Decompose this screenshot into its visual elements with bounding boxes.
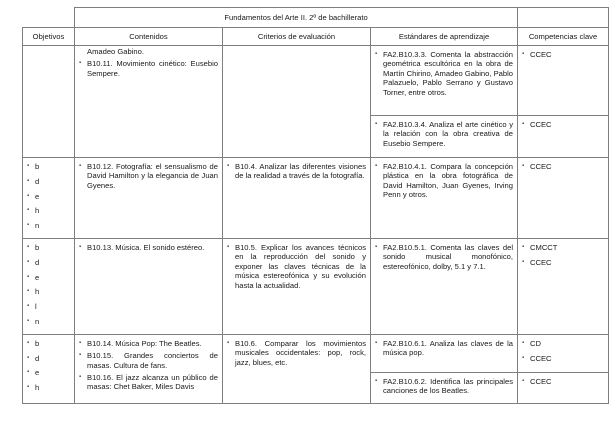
competencia-item: ▪ CCEC (522, 377, 604, 386)
objetivo-item: ▪ n (27, 317, 70, 326)
objetivos-cell (23, 334, 75, 403)
objetivo-item: ▪ l (27, 302, 70, 311)
competencias-cell (518, 158, 609, 239)
curriculum-table (22, 7, 609, 404)
estandar-item: ▪ FA2.B10.4.1. Compara la concepción plástica en la obra fotográfica de David Hamilton, Juan Gyenes, Irving Penn y otros. (375, 162, 513, 200)
header-row (23, 28, 609, 46)
competencias-cell (518, 46, 609, 116)
objetivos-cell (23, 46, 75, 158)
contenidos-cell (75, 334, 223, 403)
header-competencias: Competencias clave (518, 28, 609, 46)
contenido-item: ▪ B10.11. Movimiento cinético: Eusebio Sempere. (79, 59, 218, 78)
objetivo-item: ▪ b (27, 339, 70, 348)
objetivo-item: ▪ h (27, 383, 70, 392)
estandar-cell (371, 334, 518, 372)
competencia-item: ▪ CCEC (522, 354, 604, 363)
estandar-item: ▪ FA2.B10.6.2. Identifica las principales canciones de los Beatles. (375, 377, 513, 396)
estandar-item: ▪ FA2.B10.3.4. Analiza el arte cinético y la relación con la obra creativa de Eusebio Sempere. (375, 120, 513, 148)
table-row (23, 158, 609, 239)
contenidos-cell (75, 158, 223, 239)
objetivo-item: ▪ h (27, 206, 70, 215)
criterios-cell (223, 46, 371, 158)
competencia-item: ▪ CCEC (522, 50, 604, 59)
table-row (23, 334, 609, 372)
title-spacer-cell (518, 8, 609, 28)
table-row (23, 238, 609, 334)
objetivo-item: ▪ d (27, 177, 70, 186)
contenidos-cell (75, 238, 223, 334)
contenido-item: ▪ B10.16. El jazz alcanza un público de masas: Chet Baker, Miles Davis (79, 373, 218, 392)
competencia-item: ▪ CCEC (522, 162, 604, 171)
objetivo-item: ▪ b (27, 162, 70, 171)
criterio-item: ▪ B10.5. Explicar los avances técnicos en la reproducción del sonido y exponer las claves técnicas de la música estereofónica y su evolución hasta la actualidad. (227, 243, 366, 290)
objetivo-item: ▪ n (27, 221, 70, 230)
criterios-cell (223, 238, 371, 334)
objetivo-item: ▪ b (27, 243, 70, 252)
estandar-item: ▪ FA2.B10.3.3. Comenta la abstracción geométrica escultórica en la obra de Martín Chirino, Amadeo Gabino, Pablo Palazuelo, Pablo Serrano y Gustavo Torner, entre otros. (375, 50, 513, 97)
contenido-item: ▪ B10.12. Fotografía: el sensualismo de David Hamilton y la elegancia de Juan Gyenes. (79, 162, 218, 190)
title-row (23, 8, 609, 28)
contenidos-cell (75, 46, 223, 158)
competencia-item: ▪ CMCCT (522, 243, 604, 252)
objetivos-cell (23, 238, 75, 334)
header-criterios: Criterios de evaluación (223, 28, 371, 46)
table-row (23, 46, 609, 116)
competencias-cell (518, 238, 609, 334)
criterio-item: ▪ B10.6. Comparar los movimientos musicales occidentales: pop, rock, jazz, blues, etc. (227, 339, 366, 367)
objetivo-item: ▪ d (27, 258, 70, 267)
competencia-item: ▪ CCEC (522, 120, 604, 129)
objetivo-item: ▪ d (27, 354, 70, 363)
header-estandares: Estándares de aprendizaje (371, 28, 518, 46)
estandar-cell (371, 116, 518, 158)
contenido-item: ▪ B10.15. Grandes conciertos de masas. Cultura de fans. (79, 351, 218, 370)
competencia-item: ▪ CD (522, 339, 604, 348)
contenido-item: ▪ B10.13. Música. El sonido estéreo. (79, 243, 218, 252)
estandar-item: ▪ FA2.B10.5.1. Comenta las claves del sonido musical monofónico, estereofónico, dolby, 5.1 y 7.1. (375, 243, 513, 271)
header-objetivos: Objetivos (23, 28, 75, 46)
criterios-cell (223, 158, 371, 239)
competencia-item: ▪ CCEC (522, 258, 604, 267)
corner-cell (23, 8, 75, 28)
competencias-cell (518, 334, 609, 372)
contenido-item: ▪ B10.14. Música Pop: The Beatles. (79, 339, 218, 348)
objetivo-item: ▪ e (27, 192, 70, 201)
estandar-cell (371, 46, 518, 116)
estandar-cell (371, 158, 518, 239)
objetivo-item: ▪ e (27, 273, 70, 282)
criterios-cell (223, 334, 371, 403)
objetivos-cell (23, 158, 75, 239)
competencias-cell (518, 372, 609, 403)
objetivo-item: ▪ e (27, 368, 70, 377)
estandar-cell (371, 238, 518, 334)
table-title: Fundamentos del Arte II. 2º de bachillerato (75, 8, 518, 28)
estandar-cell (371, 372, 518, 403)
competencias-cell (518, 116, 609, 158)
estandar-item: ▪ FA2.B10.6.1. Analiza las claves de la música pop. (375, 339, 513, 358)
contenido-item: Amadeo Gabino. (87, 47, 144, 56)
criterio-item: ▪ B10.4. Analizar las diferentes visiones de la realidad a través de la fotografía. (227, 162, 366, 181)
header-contenidos: Contenidos (75, 28, 223, 46)
objetivo-item: ▪ h (27, 287, 70, 296)
